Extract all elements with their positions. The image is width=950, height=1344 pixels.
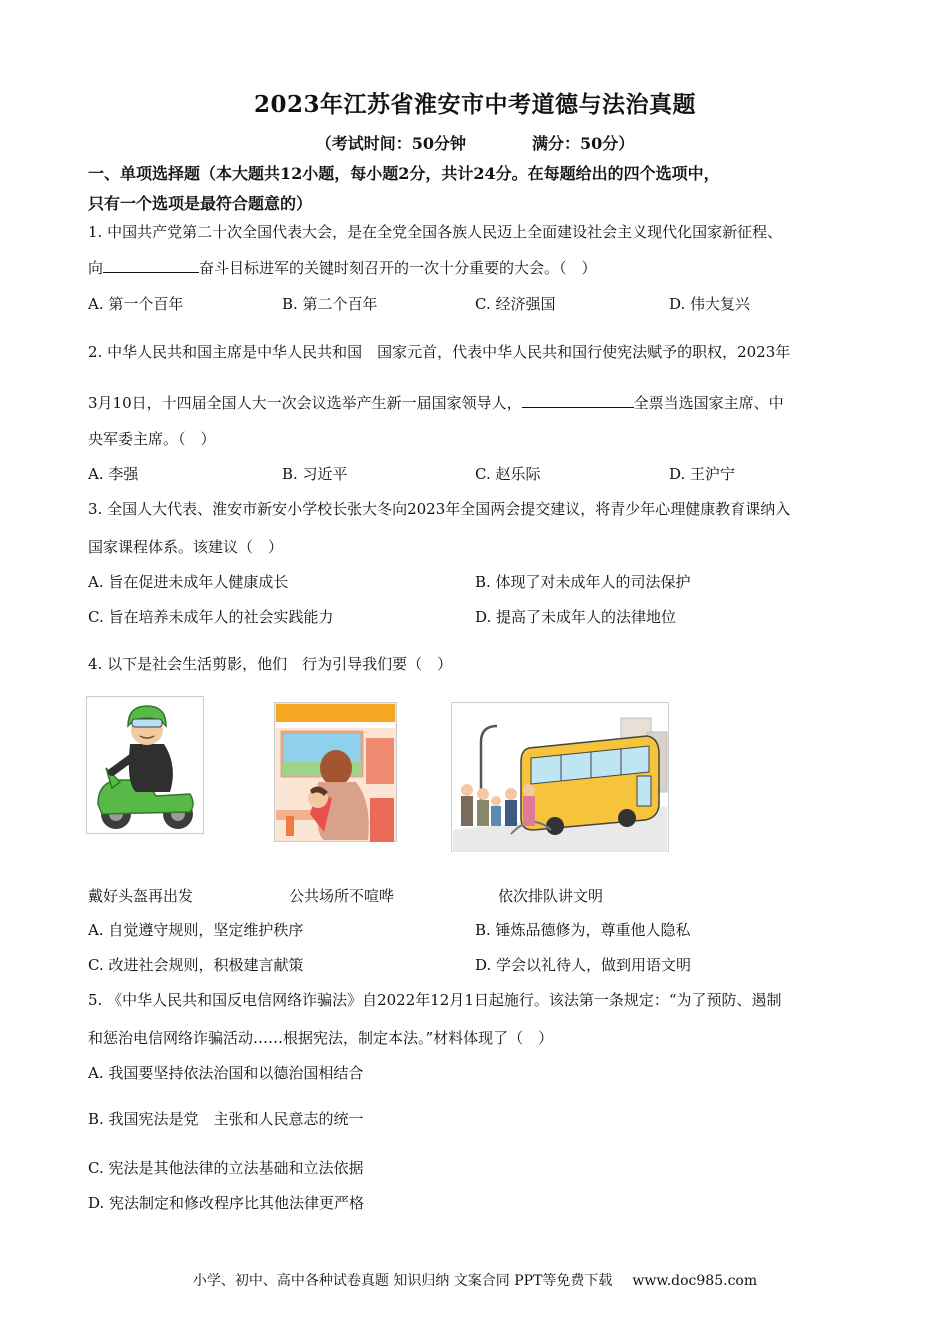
q2-option-d[interactable]: D. 王沪宁	[669, 465, 736, 483]
q3-option-d[interactable]: D. 提高了未成年人的法律地位	[475, 608, 677, 626]
q2-stem-post: 全票当选国家主席、中	[633, 394, 784, 412]
q3-stem-line2: 国家课程体系。该建议（ ）	[88, 538, 284, 556]
section-heading-line2: 只有一个选项是最符合题意的）	[88, 194, 313, 213]
exam-info	[0, 131, 950, 154]
exam-time: （考试时间：50分钟	[315, 134, 466, 153]
q5-option-a[interactable]: A. 我国要坚持依法治国和以德治国相结合	[88, 1064, 364, 1082]
q1-option-b[interactable]: B. 第二个百年	[282, 295, 378, 313]
q4-caption-1: 戴好头盔再出发	[88, 887, 194, 905]
q1-stem-pre: 向	[88, 259, 104, 277]
exam-score: 满分：50分）	[532, 134, 635, 153]
q4-stem-line1: 4. 以下是社会生活剪影，他们 行为引导我们要（ ）	[88, 655, 453, 673]
q4-caption-2: 公共场所不喧哗	[289, 887, 395, 905]
quiet-public-illustration	[274, 702, 397, 842]
q2-stem-pre: 3月10日，十四届全国人大一次会议选举产生新一届国家领导人，	[88, 394, 522, 412]
q3-option-c[interactable]: C. 旨在培养未成年人的社会实践能力	[88, 608, 334, 626]
q5-stem-line1: 5. 《中华人民共和国反电信网络诈骗法》自2022年12月1日起施行。该法第一条规定：“为了预防、遏制	[88, 991, 782, 1009]
helmet-rider-illustration	[86, 696, 204, 834]
q2-blank	[522, 393, 634, 408]
q4-caption-3: 依次排队讲文明	[498, 887, 604, 905]
q3-stem-line1: 3. 全国人大代表、淮安市新安小学校长张大冬向2023年全国两会提交建议，将青少年心理健康教育课纳入	[88, 500, 791, 518]
footer-text: 小学、初中、高中各种试卷真题 知识归纳 文案合同 PPT等免费下载	[192, 1273, 613, 1289]
q1-stem-post: 奋斗目标进军的关键时刻召开的一次十分重要的大会。（ ）	[199, 259, 597, 277]
q3-option-b[interactable]: B. 体现了对未成年人的司法保护	[475, 573, 691, 591]
q2-stem-line3: 央军委主席。（ ）	[88, 430, 216, 448]
section-heading-line1: 一、单项选择题（本大题共12小题，每小题2分，共计24分。在每题给出的四个选项中，	[88, 164, 720, 183]
q4-option-a[interactable]: A. 自觉遵守规则，坚定维护秩序	[88, 921, 304, 939]
q4-option-c[interactable]: C. 改进社会规则，积极建言献策	[88, 956, 304, 974]
page-title: 2023年江苏省淮安市中考道德与法治真题	[253, 91, 696, 118]
q2-option-a[interactable]: A. 李强	[88, 465, 139, 483]
q5-option-c[interactable]: C. 宪法是其他法律的立法基础和立法依据	[88, 1159, 364, 1177]
q1-stem-line1: 1. 中国共产党第二十次全国代表大会，是在全党全国各族人民迈上全面建设社会主义现代化国家新征程、	[88, 223, 783, 241]
page-footer	[0, 1270, 950, 1290]
q1-option-d[interactable]: D. 伟大复兴	[669, 295, 751, 313]
bus-queue-illustration	[451, 702, 669, 852]
q2-option-c[interactable]: C. 赵乐际	[475, 465, 541, 483]
q1-option-a[interactable]: A. 第一个百年	[88, 295, 184, 313]
q2-stem-line1: 2. 中华人民共和国主席是中华人民共和国 国家元首，代表中华人民共和国行使宪法赋予的职权，2023年	[88, 343, 791, 361]
q1-stem-line2	[88, 257, 597, 278]
footer-site-link[interactable]: www.doc985.com	[632, 1273, 758, 1289]
q3-option-a[interactable]: A. 旨在促进未成年人健康成长	[88, 573, 289, 591]
q2-stem-line2	[88, 392, 784, 413]
q1-blank	[103, 258, 199, 273]
q1-option-c[interactable]: C. 经济强国	[475, 295, 556, 313]
q4-option-b[interactable]: B. 锤炼品德修为，尊重他人隐私	[475, 921, 691, 939]
q4-option-d[interactable]: D. 学会以礼待人，做到用语文明	[475, 956, 692, 974]
q5-option-d[interactable]: D. 宪法制定和修改程序比其他法律更严格	[88, 1194, 365, 1212]
q2-option-b[interactable]: B. 习近平	[282, 465, 348, 483]
q5-option-b[interactable]: B. 我国宪法是党 主张和人民意志的统一	[88, 1110, 364, 1128]
q5-stem-line2: 和惩治电信网络诈骗活动……根据宪法，制定本法。”材料体现了（ ）	[88, 1029, 554, 1047]
